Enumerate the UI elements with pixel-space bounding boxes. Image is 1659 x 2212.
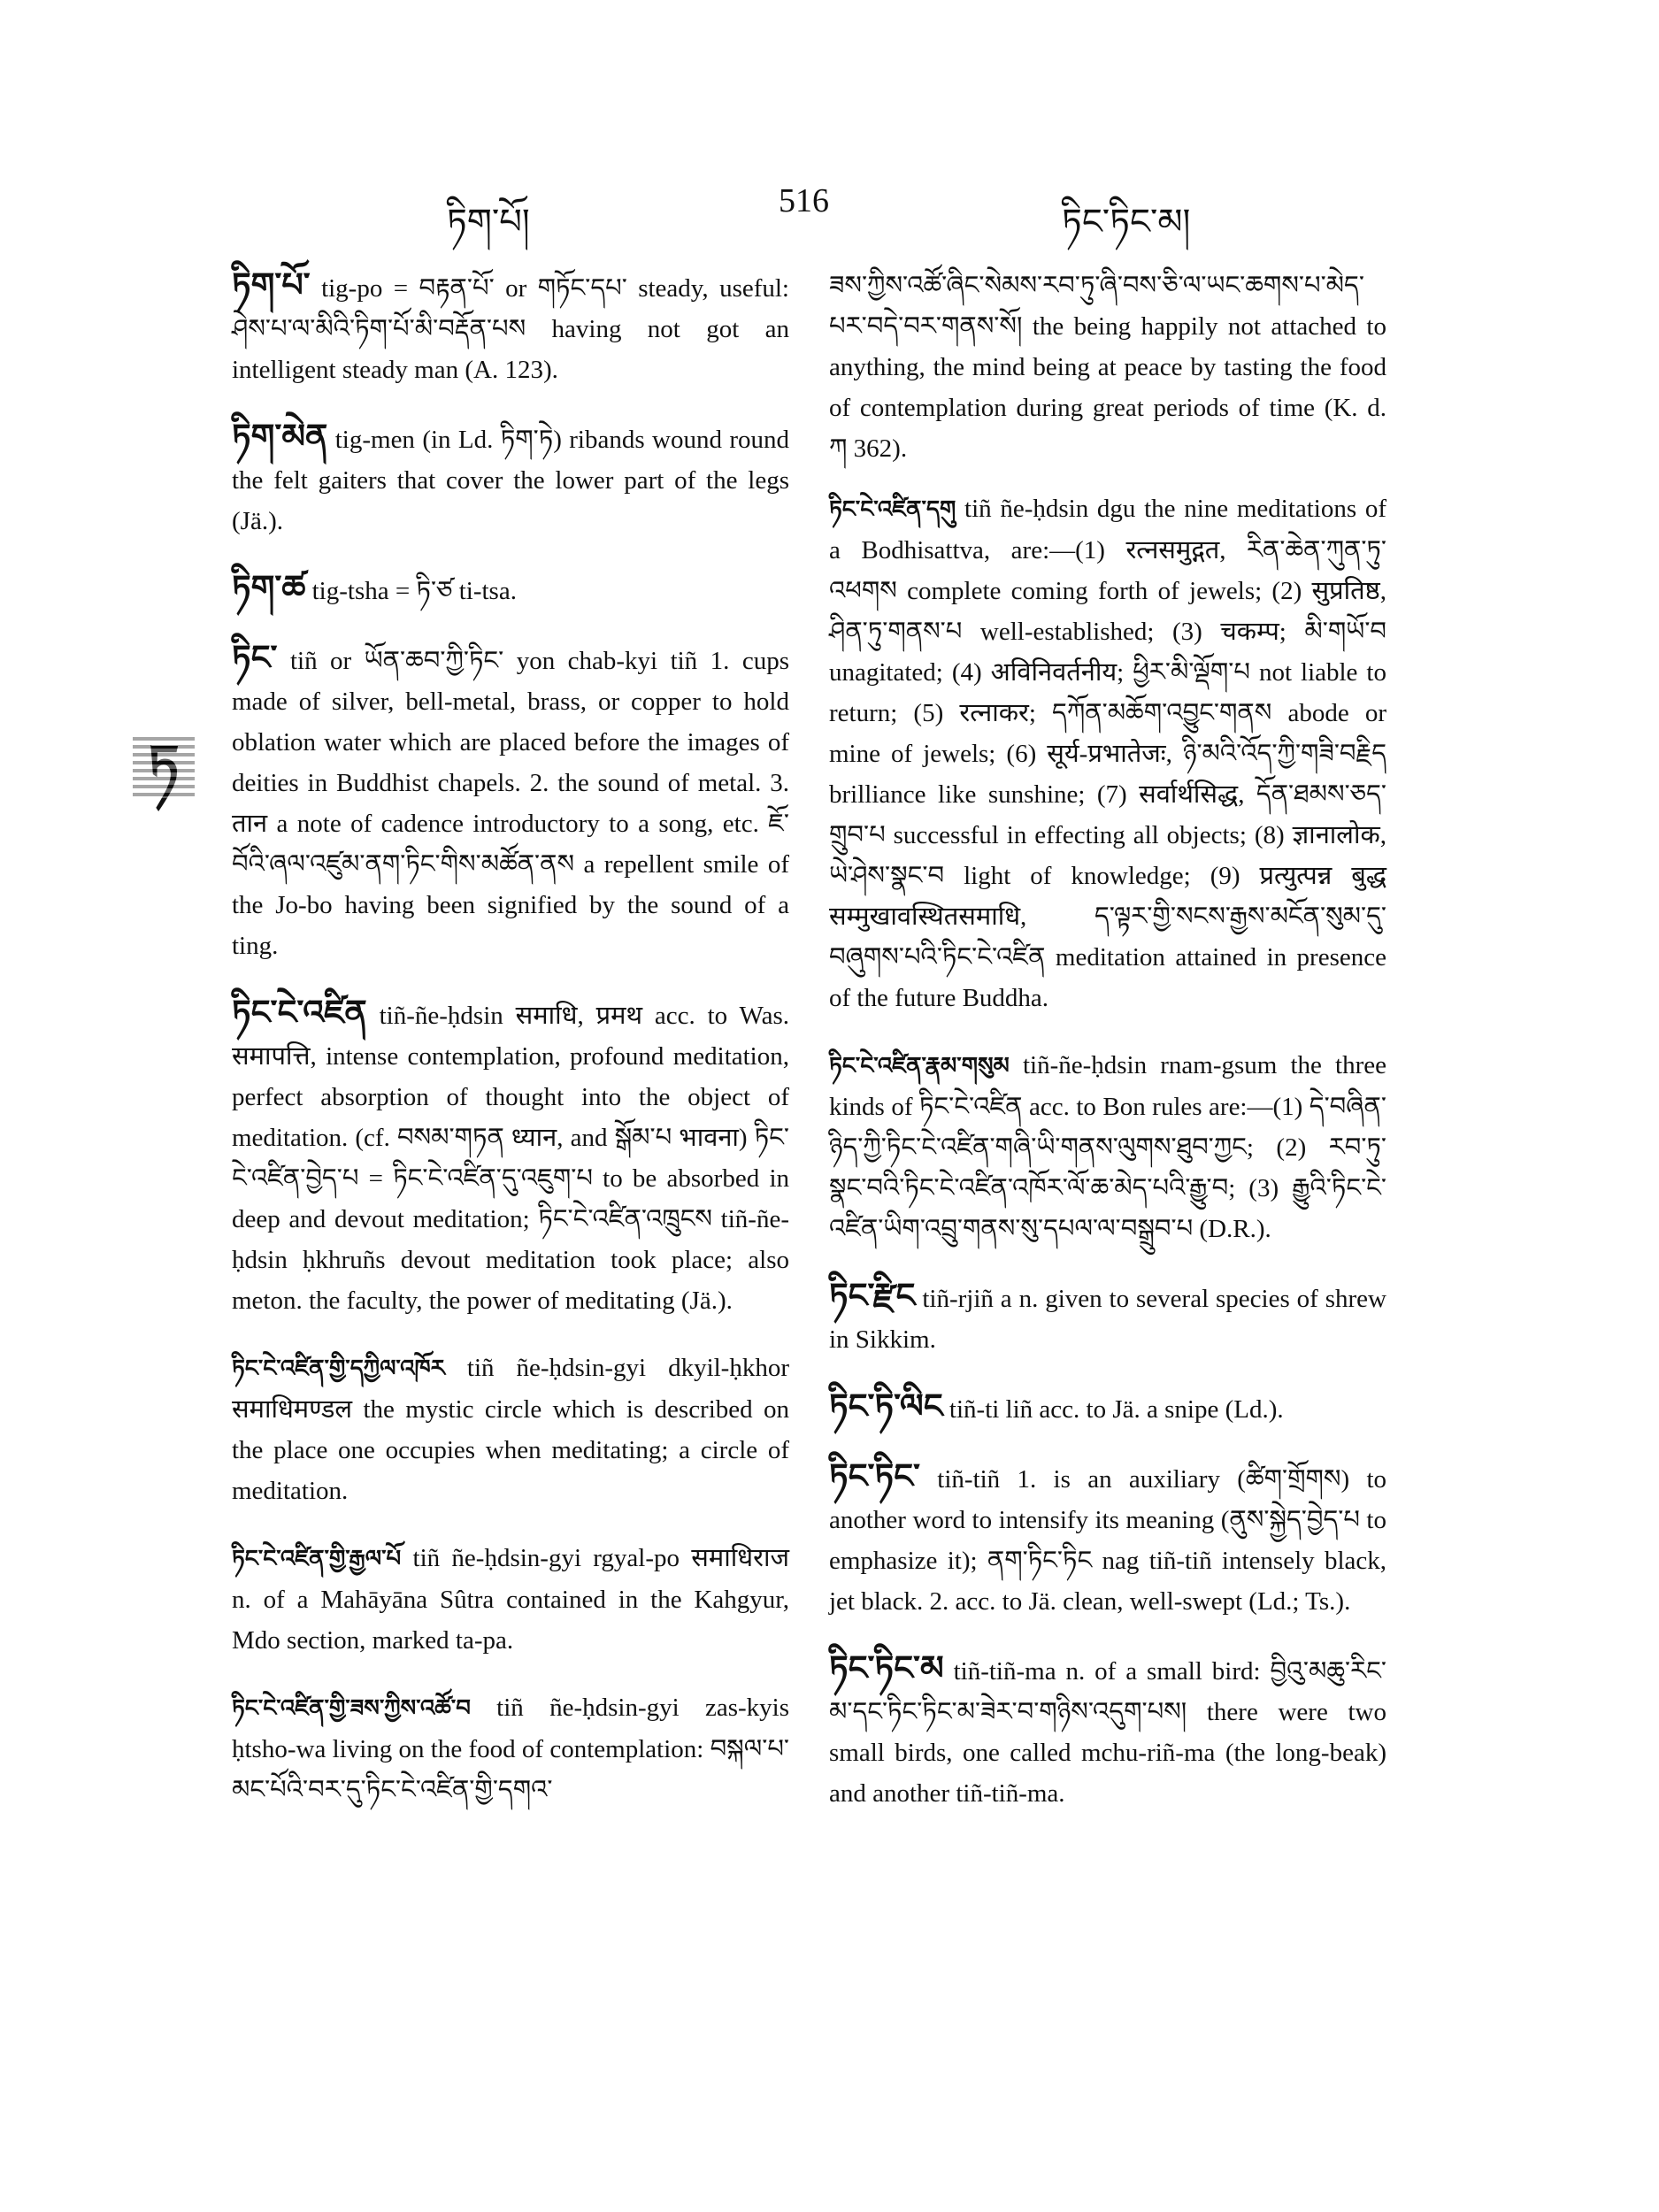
- dictionary-entry: [232, 1538, 789, 1661]
- thumb-index-letter: ཏ: [148, 733, 180, 797]
- dictionary-entry: [232, 417, 789, 541]
- entry-headword: ཏིང་ངེ་འཛིན་རྣམ་གསུམ: [829, 1053, 1010, 1079]
- right-column: [829, 265, 1386, 1840]
- dictionary-entry: [232, 1348, 789, 1511]
- entry-headword: ཏིང་རྫིང: [829, 1278, 916, 1315]
- entry-text: tiñ-rjiñ a n. given to several species of shrew in Sikkim.: [829, 1285, 1386, 1354]
- page-number: 516: [779, 182, 829, 219]
- dictionary-entry-continued: [829, 265, 1386, 469]
- entry-headword: ཏིང་ཏིང་: [829, 1458, 920, 1495]
- thumb-index-lines: [133, 733, 195, 798]
- margin-thumb-index: [133, 727, 195, 803]
- entry-text: tiñ ñe-ḥdsin-gyi rgyal-po समाधिराज n. of a Mahāyāna Sûtra contained in the Kahgyur, Mdo section, marked ta-pa.: [232, 1544, 789, 1655]
- entry-headword: ཏིང་ངེ་འཛིན་གྱི་དཀྱིལ་འཁོར: [232, 1356, 445, 1381]
- entry-text: tiñ or ཡོན་ཆབ་ཀྱི་ཏིང་ yon chab-kyi tiñ 1. cups made of silver, bell-metal, brass, or copper to hold oblation water which are placed before the images of deities in Buddhist chapels. 2. the sound of metal. 3. तान a note of cadence introductory to a song, etc. ཇོ་བོའི་ཞལ་འཛུམ་ནག་ཏིང་གིས་མཚོན་ནས a repellent smile of the Jo-bo having been signified by the sound of a ting.: [232, 647, 790, 960]
- dictionary-entry: [829, 1648, 1386, 1814]
- entry-text: tig-tsha = ཏི་ཙ ti-tsa.: [311, 577, 517, 605]
- entry-text: ཟས་ཀྱིས་འཚོ་ཞིང་སེམས་རབ་ཏུ་ཞི་བས་ཅི་ལ་ཡང་ཆགས་པ་མེད་པར་བདེ་བར་གནས་སོ། the being happily not attached to anything, the mind being at peace by tasting the food of contemplation during great periods of time (K. d. ཀ 362).: [829, 272, 1386, 463]
- entry-headword: ཏིག་ཚ: [232, 570, 306, 607]
- dictionary-entry: [829, 1386, 1386, 1430]
- entry-text: tiñ ñe-ḥdsin dgu the nine meditations of a Bodhisattva, are:—(1) रत्नसमुद्गत, རིན་ཆེན་ཀུན་ཏུ་འཕགས complete coming forth of jewels; (2) सुप्रतिष्ठ, ཤིན་ཏུ་གནས་པ well-established; (3) चकम्प; མི་གཡོ་བ unagitated; (4) अविनिवर्तनीय; ཕྱིར་མི་ལྡོག་པ not liable to return; (5) रत्नाकर; དཀོན་མཆོག་འབྱུང་གནས abode or mine of jewels; (6) सूर्य-प्रभातेजः, ཉི་མའི་འོད་ཀྱི་གཟི་བརྗིད brilliance like sunshine; (7) सर्वार्थसिद्ध, དོན་ཐམས་ཅད་གྲུབ་པ successful in effecting all objects; (8) ज्ञानालोक, ཡེ་ཤེས་སྣང་བ light of knowledge; (9) प्रत्युत्पन्न बुद्ध सम्मुखावस्थितसमाधि, ད་ལྟར་གྱི་སངས་རྒྱས་མངོན་སུམ་དུ་བཞུགས་པའི་ཏིང་ངེ་འཛིན meditation attained in presence of the future Buddha.: [829, 495, 1386, 1012]
- entry-text: tig-po = བརྟན་པོ་ or གཏོང་དཔ་ steady, useful: ཤེས་པ་ལ་མིའི་ཏིག་པོ་མི་བརྡོན་པས having not got an intelligent steady man (A. 123).: [232, 274, 789, 384]
- entry-text: tiñ-tiñ 1. is an auxiliary (ཚིག་གྲོགས) to another word to intensify its meaning (ནུས་སྐྱེད་བྱེད་པ to emphasize it); ནག་ཏིང་ཏིང nag tiñ-tiñ intensely black, jet black. 2. acc. to Jä. clean, well-swept (Ld.; Ts.).: [829, 1465, 1386, 1616]
- entry-headword: ཏིང་ངེ་འཛིན: [232, 995, 367, 1032]
- dictionary-entry: [232, 638, 789, 966]
- entry-headword: ཏིང་ངེ་འཛིན་གྱི་རྒྱལ་པོ: [232, 1546, 402, 1571]
- entry-text: tiñ ñe-ḥdsin-gyi zas-kyis ḥtsho-wa living on the food of contemplation: བསྐལ་པ་མང་པོའི་བར་དུ་ཏིང་ངེ་འཛིན་གྱི་དགའ་: [232, 1694, 790, 1804]
- entry-headword: ཏིག་པོ་: [232, 267, 311, 304]
- entry-headword: ཏིང་ཏིང་མ: [829, 1650, 944, 1687]
- entry-text: tiñ-ti liñ acc. to Jä. a snipe (Ld.).: [949, 1395, 1284, 1424]
- entry-text: tiñ-ñe-ḥdsin समाधि, प्रमथ acc. to Was. समापत्ति, intense contemplation, profound meditation, perfect absorption of thought into the object of meditation. (cf. བསམ་གཏན ध्यान, and སྒོམ་པ भावना) ཏིང་ངེ་འཛིན་བྱེད་པ = ཏིང་ངེ་འཛིན་དུ་འཇུག་པ to be absorbed in deep and devout meditation; ཏིང་ངེ་འཛིན་འཁྲུངས tiñ-ñe-ḥdsin ḥkhruñs devout meditation took place; also meton. the faculty, the power of meditating (Jä.).: [232, 1002, 789, 1315]
- dictionary-entry: [829, 1276, 1386, 1360]
- dictionary-entry: [232, 568, 789, 611]
- page-header: [0, 181, 1659, 242]
- dictionary-entry: [232, 265, 789, 390]
- running-headword-right: ཏིང་ཏིང་མ།: [1062, 202, 1191, 242]
- dictionary-entry: [829, 1456, 1386, 1622]
- entry-text: tig-men (in Ld. ཏིག་ཏེ) ribands wound round the felt gaiters that cover the lower part of the legs (Jä.).: [232, 426, 789, 535]
- entry-text: tiñ ñe-ḥdsin-gyi dkyil-ḥkhor समाधिमण्डल the mystic circle which is described on the place one occupies when meditating; a circle of meditation.: [232, 1354, 789, 1505]
- entry-headword: ཏིག་མེན: [232, 419, 328, 456]
- dictionary-entry: [829, 488, 1386, 1018]
- left-column: [232, 265, 789, 1837]
- running-headword-left: ཏིག་པོ།: [447, 202, 530, 242]
- entry-text: tiñ-tiñ-ma n. of a small bird: བྱིའུ་མཆུ་རིང་མ་དང་ཏིང་ཏིང་མ་ཟེར་བ་གཉིས་འདུག་པས། there were two small birds, one called mchu-riñ-ma (the long-beak) and another tiñ-tiñ-ma.: [829, 1657, 1386, 1808]
- dictionary-entry: [232, 1687, 789, 1810]
- entry-headword: ཏིང་ངེ་འཛིན་གྱི་ཟས་ཀྱིས་འཚོ་བ: [232, 1695, 471, 1721]
- dictionary-entry: [232, 993, 789, 1321]
- entry-headword: ཏིང་ངེ་འཛིན་དགུ: [829, 496, 956, 522]
- entry-text: tiñ-ñe-ḥdsin rnam-gsum the three kinds of ཏིང་ངེ་འཛིན acc. to Bon rules are:—(1) དེ་བཞིན་ཉིད་ཀྱི་ཏིང་ངེ་འཛིན་གཞི་ཡི་གནས་ལུགས་ཐུབ་ཀྱང; (2) རབ་ཏུ་སྣང་བའི་ཏིང་ངེ་འཛིན་འཁོར་ལོ་ཆ་མེད་པའི་རྒྱུ་བ; (3) རྒྱུའི་ཏིང་ངེ་འཛིན་ཡིག་འབྲུ་གནས་སུ་དཔལ་ལ་བསྒྲུབ་པ (D.R.).: [829, 1051, 1386, 1243]
- entry-headword: ཏིང་: [232, 640, 278, 677]
- dictionary-entry: [829, 1045, 1386, 1249]
- entry-headword: ཏིང་ཏི་ལིང: [829, 1388, 943, 1425]
